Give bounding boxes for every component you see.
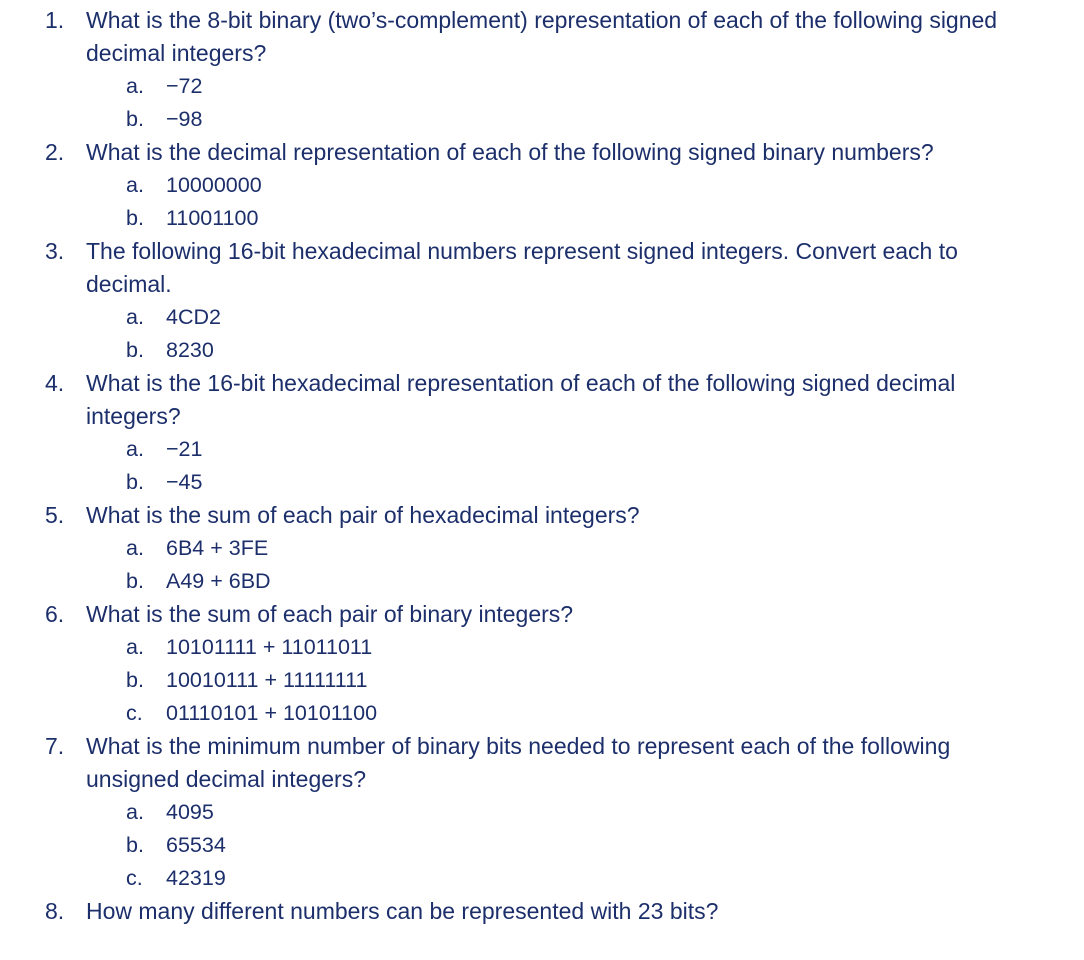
question-number: 2.	[45, 139, 65, 165]
item-value: −21	[166, 437, 203, 461]
item-value: 42319	[166, 866, 226, 890]
question-4-item-a	[0, 433, 1084, 466]
question-number: 4.	[45, 370, 65, 396]
item-value: 8230	[166, 338, 214, 362]
question-5-item-b	[0, 565, 1084, 598]
item-letter: b.	[126, 338, 144, 362]
item-value: 4095	[166, 800, 214, 824]
question-7-item-b	[0, 829, 1084, 862]
question-6-item-c	[0, 697, 1084, 730]
question-text: What is the 8-bit binary (two’s-complement) representation of each of the following signed decimal integers?	[86, 7, 998, 66]
question-4	[0, 367, 1084, 433]
item-letter: a.	[126, 800, 144, 824]
question-number: 8.	[45, 898, 65, 924]
item-value: −98	[166, 107, 203, 131]
item-letter: c.	[126, 866, 143, 890]
item-letter: b.	[126, 107, 144, 131]
question-6	[0, 598, 1084, 631]
question-1-item-b	[0, 103, 1084, 136]
question-3-item-a	[0, 301, 1084, 334]
question-1	[0, 4, 1084, 70]
question-8	[0, 895, 1084, 928]
item-letter: a.	[126, 305, 144, 329]
question-text: How many different numbers can be represented with 23 bits?	[86, 898, 719, 924]
question-7-item-a	[0, 796, 1084, 829]
question-text: What is the decimal representation of each of the following signed binary numbers?	[86, 139, 934, 165]
question-3-item-b	[0, 334, 1084, 367]
item-value: −45	[166, 470, 203, 494]
question-text: The following 16-bit hexadecimal numbers represent signed integers. Convert each to decimal.	[86, 238, 958, 297]
item-letter: a.	[126, 173, 144, 197]
question-text: What is the minimum number of binary bits needed to represent each of the following unsigned decimal integers?	[86, 733, 951, 792]
item-value: 4CD2	[166, 305, 221, 329]
question-text: What is the sum of each pair of hexadecimal integers?	[86, 502, 640, 528]
item-letter: a.	[126, 536, 144, 560]
item-value: 6B4 + 3FE	[166, 536, 269, 560]
question-number: 7.	[45, 733, 65, 759]
question-7-item-c	[0, 862, 1084, 895]
question-1-item-a	[0, 70, 1084, 103]
item-letter: b.	[126, 833, 144, 857]
question-3	[0, 235, 1084, 301]
item-value: 65534	[166, 833, 226, 857]
item-letter: a.	[126, 74, 144, 98]
question-6-item-b	[0, 664, 1084, 697]
question-number: 1.	[45, 7, 65, 33]
item-letter: b.	[126, 569, 144, 593]
item-letter: b.	[126, 470, 144, 494]
question-6-item-a	[0, 631, 1084, 664]
item-value: 10010111 + 11111111	[166, 668, 368, 692]
item-letter: a.	[126, 437, 144, 461]
item-letter: b.	[126, 668, 144, 692]
item-letter: b.	[126, 206, 144, 230]
question-number: 3.	[45, 238, 65, 264]
question-text: What is the 16-bit hexadecimal representation of each of the following signed decimal integers?	[86, 370, 956, 429]
question-list	[0, 4, 1084, 928]
question-5-item-a	[0, 532, 1084, 565]
item-letter: a.	[126, 635, 144, 659]
item-value: 10101111 + 11011011	[166, 635, 373, 659]
question-2-item-b	[0, 202, 1084, 235]
item-letter: c.	[126, 701, 143, 725]
question-2	[0, 136, 1084, 169]
item-value: −72	[166, 74, 203, 98]
item-value: A49 + 6BD	[166, 569, 271, 593]
question-4-item-b	[0, 466, 1084, 499]
question-number: 5.	[45, 502, 65, 528]
question-2-item-a	[0, 169, 1084, 202]
item-value: 01110101 + 10101100	[166, 701, 378, 725]
question-7	[0, 730, 1084, 796]
item-value: 10000000	[166, 173, 262, 197]
question-text: What is the sum of each pair of binary integers?	[86, 601, 574, 627]
question-number: 6.	[45, 601, 65, 627]
question-5	[0, 499, 1084, 532]
item-value: 11001100	[166, 206, 259, 230]
